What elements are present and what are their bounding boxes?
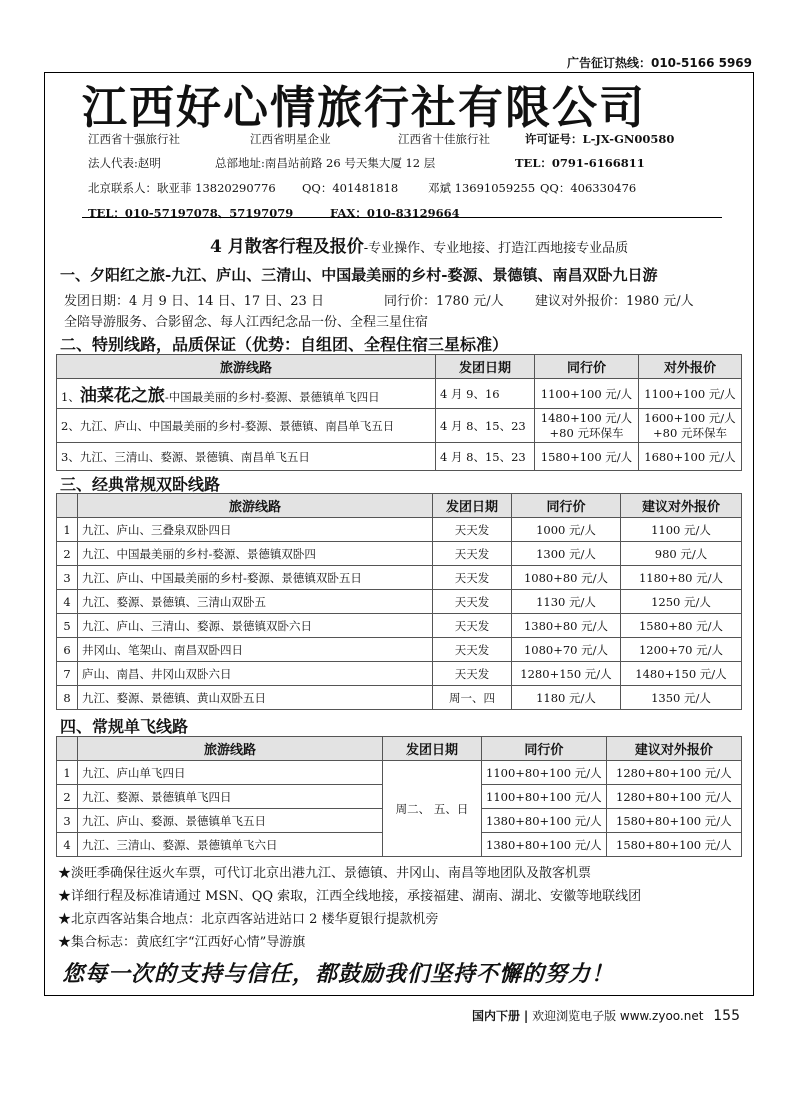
route-cell: 九江、庐山、中国最美丽的乡村-婺源、景德镇双卧五日	[78, 566, 433, 590]
license-number: 许可证号：L-JX-GN00580	[525, 132, 675, 146]
peer-price-cell: 1080+80 元/人	[512, 566, 621, 590]
retail-price-cell: 1100 元/人	[621, 518, 742, 542]
date-cell: 天天发	[433, 662, 512, 686]
table-header-row	[57, 355, 742, 379]
table-row	[57, 614, 742, 638]
date-cell: 周二、 五、日	[383, 761, 482, 857]
peer-price-cell: 1580+100 元/人	[535, 443, 639, 471]
retail-price-cell	[639, 409, 742, 443]
route-cell: 九江、庐山、三叠泉双卧四日	[78, 518, 433, 542]
retail-price-cell: 1680+100 元/人	[639, 443, 742, 471]
note-itinerary: ★详细行程及标准请通过 MSN、QQ 索取，江西全线地接，承接福建、湖南、湖北、安徽等地联线团	[58, 889, 642, 904]
retail-price-cell: 1580+80 元/人	[621, 614, 742, 638]
peer-price-cell: 1380+80 元/人	[512, 614, 621, 638]
date-cell: 周一、四	[433, 686, 512, 710]
row-number: 4	[57, 590, 78, 614]
header-date: 发团日期	[433, 494, 512, 518]
section-1-title: 一、夕阳红之旅-九江、庐山、三清山、中国最美丽的乡村-婺源、景德镇、南昌双卧九日游	[60, 266, 658, 284]
header-retail: 对外报价	[639, 355, 742, 379]
row-number: 3	[57, 566, 78, 590]
section-1-services: 全陪导游服务、合影留念、每人江西纪念品一份、全程三星住宿	[64, 315, 429, 330]
row-number: 7	[57, 662, 78, 686]
route-name: 九江、庐山、中国最美丽的乡村-婺源、景德镇、南昌单飞五日	[79, 418, 395, 433]
date-cell: 4 月 8、15、23	[436, 443, 535, 471]
route-cell: 九江、婺源、景德镇单飞四日	[78, 785, 383, 809]
header-date: 发团日期	[436, 355, 535, 379]
row-number: 6	[57, 638, 78, 662]
retail-price-cell: 980 元/人	[621, 542, 742, 566]
honor-3: 江西省十佳旅行社	[398, 132, 490, 146]
table-row	[57, 638, 742, 662]
row-number: 1	[57, 761, 78, 785]
section-1-dates: 发团日期：4 月 9 日、14 日、17 日、23 日	[64, 294, 324, 309]
peer-price-cell: 1100+100 元/人	[535, 379, 639, 409]
slogan: 您每一次的支持与信任，都鼓励我们坚持不懈的努力！	[62, 961, 615, 987]
header-date: 发团日期	[383, 737, 482, 761]
table-row	[57, 443, 742, 471]
ad-hotline: 广告征订热线：010-5166 5969	[566, 56, 752, 70]
header-peer: 同行价	[512, 494, 621, 518]
peer-price-cell: 1100+80+100 元/人	[482, 785, 607, 809]
table-row	[57, 542, 742, 566]
footer-text: 欢迎浏览电子版 www.zyoo.net	[532, 1009, 704, 1023]
single-flight-routes-table	[56, 736, 742, 857]
header-route: 旅游线路	[57, 355, 436, 379]
header-route: 旅游线路	[78, 494, 433, 518]
peer-price-cell: 1100+80+100 元/人	[482, 761, 607, 785]
peer-price-cell: 1180 元/人	[512, 686, 621, 710]
retail-price-cell: 1350 元/人	[621, 686, 742, 710]
date-cell: 天天发	[433, 590, 512, 614]
header-retail: 建议对外报价	[621, 494, 742, 518]
date-cell: 天天发	[433, 518, 512, 542]
peer-price-cell: 1380+80+100 元/人	[482, 809, 607, 833]
header-peer: 同行价	[535, 355, 639, 379]
retail-price-cell: 1250 元/人	[621, 590, 742, 614]
honor-2: 江西省明星企业	[250, 132, 331, 146]
footer-label: 国内下册	[472, 1009, 521, 1023]
double-sleeper-routes-table	[56, 493, 742, 710]
note-meeting-sign: ★集合标志：黄底红字“江西好心情”导游旗	[58, 935, 306, 950]
route-cell: 庐山、南昌、井冈山双卧六日	[78, 662, 433, 686]
route-cell: 九江、庐山、婺源、景德镇单飞五日	[78, 809, 383, 833]
peer-price-cell: 1380+80+100 元/人	[482, 833, 607, 857]
route-cell	[57, 409, 436, 443]
qq-2: QQ：406330476	[540, 181, 637, 195]
route-cell: 九江、庐山、三清山、婺源、景德镇双卧六日	[78, 614, 433, 638]
peer-price-cell: 1080+70 元/人	[512, 638, 621, 662]
table-row	[57, 566, 742, 590]
row-number: 3	[57, 809, 78, 833]
header-divider	[82, 217, 722, 218]
header-route: 旅游线路	[78, 737, 383, 761]
row-number: 1、	[61, 390, 80, 404]
table-header-row	[57, 737, 742, 761]
section-3-title: 三、经典常规双卧线路	[60, 475, 221, 494]
page-footer	[472, 1007, 740, 1024]
table-row	[57, 662, 742, 686]
page-number: 155	[713, 1008, 740, 1024]
header-no	[57, 737, 78, 761]
date-cell: 天天发	[433, 566, 512, 590]
header-peer: 同行价	[482, 737, 607, 761]
fax-number: FAX：010-83129664	[330, 206, 460, 220]
section-1-retail-price: 建议对外报价：1980 元/人	[535, 294, 694, 309]
row-number: 2、	[61, 418, 80, 433]
route-cell	[57, 379, 436, 409]
month-title-main: 4 月散客行程及报价	[210, 237, 364, 257]
note-tickets: ★淡旺季确保往返火车票，可代订北京出港九江、景德镇、井冈山、南昌等地团队及散客机票	[58, 866, 592, 881]
table-row	[57, 518, 742, 542]
retail-price-line-1: 1600+100 元/人	[644, 410, 736, 425]
date-cell: 4 月 9、16	[436, 379, 535, 409]
peer-price-cell: 1130 元/人	[512, 590, 621, 614]
retail-price-cell: 1580+80+100 元/人	[606, 833, 741, 857]
route-name: -中国最美丽的乡村-婺源、景德镇单飞四日	[164, 390, 380, 404]
peer-price-cell	[535, 409, 639, 443]
retail-price-cell: 1280+80+100 元/人	[606, 785, 741, 809]
company-name: 江西好心情旅行社有限公司	[82, 81, 647, 134]
route-cell: 井冈山、笔架山、南昌双卧四日	[78, 638, 433, 662]
main-phone: TEL：0791-6166811	[515, 156, 645, 170]
row-number: 2	[57, 785, 78, 809]
route-cell	[57, 443, 436, 471]
route-name: 九江、三清山、婺源、景德镇、南昌单飞五日	[79, 449, 310, 464]
retail-price-cell: 1480+150 元/人	[621, 662, 742, 686]
retail-price-cell: 1100+100 元/人	[639, 379, 742, 409]
table-row	[57, 686, 742, 710]
special-routes-table	[56, 354, 742, 471]
section-1-peer-price: 同行价：1780 元/人	[384, 294, 504, 309]
month-title-sub: -专业操作、专业地接、打造江西地接专业品质	[363, 241, 629, 256]
peer-price-cell: 1300 元/人	[512, 542, 621, 566]
beijing-phone: TEL：010-57197078、57197079	[88, 206, 294, 220]
header-no	[57, 494, 78, 518]
header-retail: 建议对外报价	[606, 737, 741, 761]
peer-price-cell: 1000 元/人	[512, 518, 621, 542]
route-highlight: 油菜花之旅	[79, 386, 165, 406]
table-row	[57, 590, 742, 614]
table-header-row	[57, 494, 742, 518]
date-cell: 天天发	[433, 614, 512, 638]
row-number: 1	[57, 518, 78, 542]
hq-address: 总部地址:南昌站前路 26 号天集大厦 12 层	[215, 156, 436, 170]
table-row	[57, 761, 742, 785]
peer-price-line-1: 1480+100 元/人	[540, 410, 633, 425]
month-title	[210, 232, 628, 257]
beijing-contact-1: 北京联系人：耿亚菲 13820290776	[88, 181, 276, 195]
peer-price-cell: 1280+150 元/人	[512, 662, 621, 686]
legal-representative: 法人代表:赵明	[88, 156, 161, 170]
date-cell: 天天发	[433, 542, 512, 566]
route-cell: 九江、庐山单飞四日	[78, 761, 383, 785]
route-cell: 九江、婺源、景德镇、三清山双卧五	[78, 590, 433, 614]
retail-price-cell: 1580+80+100 元/人	[606, 809, 741, 833]
retail-price-cell: 1200+70 元/人	[621, 638, 742, 662]
row-number: 3、	[61, 449, 80, 464]
retail-price-line-2: +80 元环保车	[653, 425, 727, 440]
row-number: 2	[57, 542, 78, 566]
date-cell: 4 月 8、15、23	[436, 409, 535, 443]
beijing-contact-2: 邓斌 13691059255	[428, 181, 536, 195]
qq-1: QQ：401481818	[302, 181, 399, 195]
table-row	[57, 409, 742, 443]
peer-price-line-2: +80 元环保车	[549, 425, 624, 440]
footer-separator: |	[523, 1009, 529, 1023]
row-number: 5	[57, 614, 78, 638]
date-cell: 天天发	[433, 638, 512, 662]
route-cell: 九江、婺源、景德镇、黄山双卧五日	[78, 686, 433, 710]
section-2-title: 二、特别线路，品质保证（优势：自组团、全程住宿三星标准）	[60, 335, 509, 354]
retail-price-cell: 1280+80+100 元/人	[606, 761, 741, 785]
row-number: 8	[57, 686, 78, 710]
honor-1: 江西省十强旅行社	[88, 132, 180, 146]
route-cell: 九江、三清山、婺源、景德镇单飞六日	[78, 833, 383, 857]
row-number: 4	[57, 833, 78, 857]
retail-price-cell: 1180+80 元/人	[621, 566, 742, 590]
note-meeting-point: ★北京西客站集合地点：北京西客站进站口 2 楼华夏银行提款机旁	[58, 912, 439, 927]
route-cell: 九江、中国最美丽的乡村-婺源、景德镇双卧四	[78, 542, 433, 566]
table-row	[57, 379, 742, 409]
section-4-title: 四、常规单飞线路	[60, 717, 189, 736]
